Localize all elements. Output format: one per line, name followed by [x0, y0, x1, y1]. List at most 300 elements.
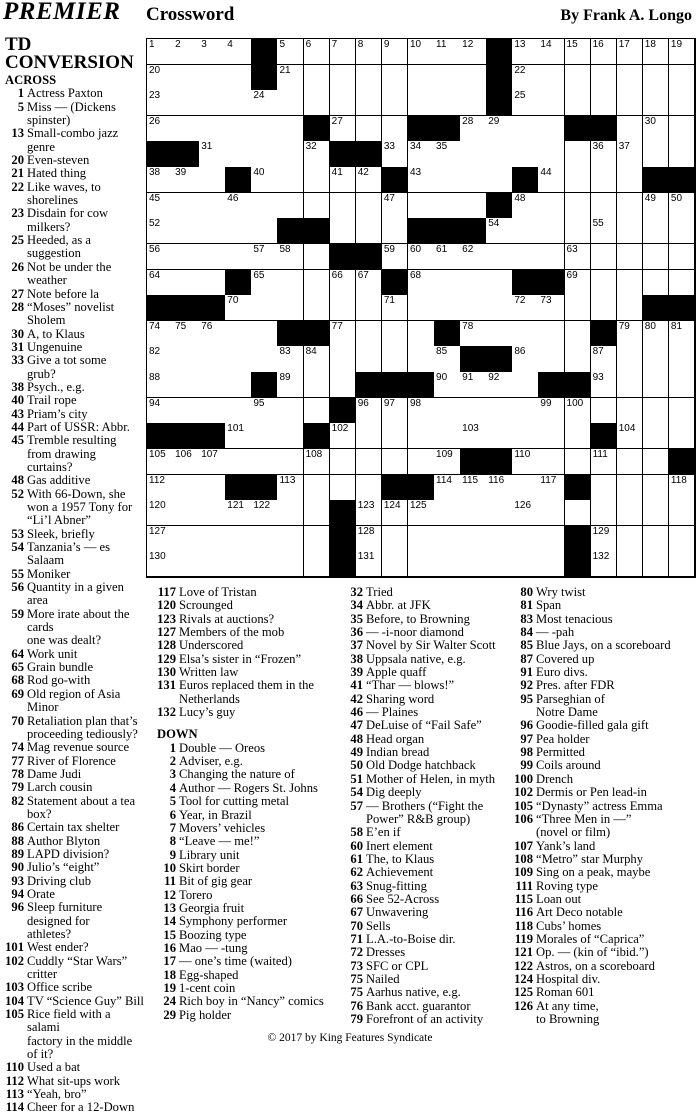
grid-cell[interactable] — [382, 500, 409, 526]
grid-cell[interactable] — [225, 218, 252, 244]
grid-cell[interactable] — [643, 551, 670, 577]
grid-cell[interactable] — [173, 218, 200, 244]
grid-cell[interactable] — [643, 270, 670, 296]
grid-cell[interactable] — [643, 141, 670, 167]
grid-cell[interactable] — [617, 423, 644, 449]
grid-cell[interactable] — [486, 475, 513, 501]
grid-cell[interactable] — [304, 526, 331, 552]
grid-cell[interactable] — [277, 475, 304, 501]
grid-cell[interactable] — [643, 65, 670, 91]
grid-cell[interactable] — [330, 346, 357, 372]
grid-cell[interactable] — [538, 423, 565, 449]
grid-cell[interactable] — [251, 423, 278, 449]
grid-cell[interactable] — [173, 167, 200, 193]
grid-cell[interactable] — [199, 193, 226, 219]
grid-cell[interactable] — [277, 295, 304, 321]
grid-cell[interactable] — [251, 295, 278, 321]
grid-cell[interactable] — [538, 39, 565, 65]
grid-cell[interactable] — [382, 244, 409, 270]
grid-cell[interactable] — [408, 500, 435, 526]
grid-cell[interactable] — [538, 295, 565, 321]
grid-cell[interactable] — [434, 193, 461, 219]
grid-cell[interactable] — [225, 116, 252, 142]
grid-cell[interactable] — [460, 423, 487, 449]
grid-cell[interactable] — [565, 65, 592, 91]
grid-cell[interactable] — [565, 90, 592, 116]
grid-cell[interactable] — [460, 244, 487, 270]
grid-cell[interactable] — [669, 372, 696, 398]
grid-cell[interactable] — [538, 475, 565, 501]
grid-cell[interactable] — [512, 39, 539, 65]
grid-cell[interactable] — [538, 90, 565, 116]
grid-cell[interactable] — [147, 551, 174, 577]
grid-cell[interactable] — [251, 244, 278, 270]
grid-cell[interactable] — [643, 90, 670, 116]
grid-cell[interactable] — [565, 423, 592, 449]
grid-cell[interactable] — [225, 90, 252, 116]
grid-cell[interactable] — [382, 449, 409, 475]
grid-cell[interactable] — [199, 141, 226, 167]
grid-cell[interactable] — [277, 346, 304, 372]
grid-cell[interactable] — [434, 141, 461, 167]
grid-cell[interactable] — [565, 398, 592, 424]
grid-cell[interactable] — [330, 475, 357, 501]
grid-cell[interactable] — [199, 270, 226, 296]
grid-cell[interactable] — [434, 500, 461, 526]
grid-cell[interactable] — [434, 526, 461, 552]
grid-cell[interactable] — [356, 90, 383, 116]
grid-cell[interactable] — [512, 551, 539, 577]
grid-cell[interactable] — [538, 500, 565, 526]
grid-cell[interactable] — [225, 423, 252, 449]
grid-cell[interactable] — [330, 372, 357, 398]
grid-cell[interactable] — [173, 526, 200, 552]
grid-cell[interactable] — [251, 167, 278, 193]
grid-cell[interactable] — [251, 141, 278, 167]
grid-cell[interactable] — [147, 449, 174, 475]
grid-cell[interactable] — [512, 372, 539, 398]
grid-cell[interactable] — [460, 270, 487, 296]
grid-cell[interactable] — [434, 39, 461, 65]
grid-cell[interactable] — [669, 193, 696, 219]
grid-cell[interactable] — [382, 218, 409, 244]
grid-cell[interactable] — [147, 39, 174, 65]
grid-cell[interactable] — [460, 475, 487, 501]
grid-cell[interactable] — [356, 526, 383, 552]
grid-cell[interactable] — [356, 167, 383, 193]
grid-cell[interactable] — [460, 372, 487, 398]
grid-cell[interactable] — [512, 346, 539, 372]
grid-cell[interactable] — [617, 346, 644, 372]
grid-cell[interactable] — [304, 372, 331, 398]
grid-cell[interactable] — [643, 218, 670, 244]
grid-cell[interactable] — [565, 500, 592, 526]
grid-cell[interactable] — [486, 244, 513, 270]
grid-cell[interactable] — [460, 295, 487, 321]
grid-cell[interactable] — [408, 39, 435, 65]
grid-cell[interactable] — [304, 193, 331, 219]
grid-cell[interactable] — [277, 244, 304, 270]
grid-cell[interactable] — [147, 500, 174, 526]
grid-cell[interactable] — [173, 244, 200, 270]
grid-cell[interactable] — [643, 449, 670, 475]
grid-cell[interactable] — [382, 346, 409, 372]
grid-cell[interactable] — [512, 500, 539, 526]
grid-cell[interactable] — [434, 65, 461, 91]
grid-cell[interactable] — [591, 167, 618, 193]
grid-cell[interactable] — [277, 39, 304, 65]
grid-cell[interactable] — [356, 500, 383, 526]
grid-cell[interactable] — [643, 500, 670, 526]
grid-cell[interactable] — [434, 90, 461, 116]
grid-cell[interactable] — [225, 193, 252, 219]
grid-cell[interactable] — [643, 475, 670, 501]
grid-cell[interactable] — [565, 141, 592, 167]
grid-cell[interactable] — [304, 270, 331, 296]
grid-cell[interactable] — [173, 372, 200, 398]
grid-cell[interactable] — [199, 551, 226, 577]
grid-cell[interactable] — [408, 398, 435, 424]
grid-cell[interactable] — [147, 218, 174, 244]
grid-cell[interactable] — [225, 372, 252, 398]
grid-cell[interactable] — [173, 65, 200, 91]
grid-cell[interactable] — [251, 116, 278, 142]
grid-cell[interactable] — [434, 244, 461, 270]
grid-cell[interactable] — [251, 90, 278, 116]
grid-cell[interactable] — [356, 475, 383, 501]
grid-cell[interactable] — [408, 346, 435, 372]
grid-cell[interactable] — [304, 244, 331, 270]
grid-cell[interactable] — [330, 39, 357, 65]
grid-cell[interactable] — [669, 475, 696, 501]
grid-cell[interactable] — [330, 295, 357, 321]
grid-cell[interactable] — [591, 551, 618, 577]
grid-cell[interactable] — [617, 244, 644, 270]
grid-cell[interactable] — [199, 398, 226, 424]
grid-cell[interactable] — [460, 65, 487, 91]
grid-cell[interactable] — [277, 141, 304, 167]
grid-cell[interactable] — [173, 39, 200, 65]
grid-cell[interactable] — [617, 526, 644, 552]
grid-cell[interactable] — [565, 39, 592, 65]
grid-cell[interactable] — [199, 90, 226, 116]
grid-cell[interactable] — [460, 551, 487, 577]
grid-cell[interactable] — [356, 321, 383, 347]
grid-cell[interactable] — [356, 449, 383, 475]
grid-cell[interactable] — [330, 218, 357, 244]
grid-cell[interactable] — [538, 398, 565, 424]
grid-cell[interactable] — [199, 218, 226, 244]
grid-cell[interactable] — [460, 90, 487, 116]
grid-cell[interactable] — [591, 372, 618, 398]
grid-cell[interactable] — [460, 167, 487, 193]
grid-cell[interactable] — [330, 449, 357, 475]
grid-cell[interactable] — [251, 449, 278, 475]
grid-cell[interactable] — [434, 449, 461, 475]
grid-cell[interactable] — [173, 116, 200, 142]
grid-cell[interactable] — [460, 398, 487, 424]
grid-cell[interactable] — [617, 270, 644, 296]
grid-cell[interactable] — [591, 346, 618, 372]
grid-cell[interactable] — [486, 551, 513, 577]
grid-cell[interactable] — [330, 193, 357, 219]
grid-cell[interactable] — [277, 372, 304, 398]
grid-cell[interactable] — [486, 321, 513, 347]
grid-cell[interactable] — [408, 423, 435, 449]
grid-cell[interactable] — [486, 398, 513, 424]
grid-cell[interactable] — [251, 321, 278, 347]
grid-cell[interactable] — [643, 526, 670, 552]
grid-cell[interactable] — [277, 65, 304, 91]
grid-cell[interactable] — [382, 65, 409, 91]
grid-cell[interactable] — [538, 449, 565, 475]
grid-cell[interactable] — [330, 321, 357, 347]
grid-cell[interactable] — [147, 270, 174, 296]
grid-cell[interactable] — [617, 193, 644, 219]
grid-cell[interactable] — [173, 321, 200, 347]
grid-cell[interactable] — [617, 90, 644, 116]
grid-cell[interactable] — [251, 270, 278, 296]
grid-cell[interactable] — [225, 449, 252, 475]
grid-cell[interactable] — [512, 141, 539, 167]
grid-cell[interactable] — [408, 244, 435, 270]
grid-cell[interactable] — [147, 116, 174, 142]
grid-cell[interactable] — [251, 500, 278, 526]
grid-cell[interactable] — [460, 193, 487, 219]
grid-cell[interactable] — [669, 65, 696, 91]
grid-cell[interactable] — [538, 193, 565, 219]
grid-cell[interactable] — [356, 551, 383, 577]
grid-cell[interactable] — [225, 141, 252, 167]
grid-cell[interactable] — [617, 167, 644, 193]
grid-cell[interactable] — [669, 526, 696, 552]
grid-cell[interactable] — [382, 116, 409, 142]
grid-cell[interactable] — [199, 167, 226, 193]
grid-cell[interactable] — [225, 500, 252, 526]
grid-cell[interactable] — [617, 372, 644, 398]
grid-cell[interactable] — [304, 398, 331, 424]
grid-cell[interactable] — [304, 167, 331, 193]
grid-cell[interactable] — [199, 244, 226, 270]
grid-cell[interactable] — [225, 526, 252, 552]
grid-cell[interactable] — [408, 526, 435, 552]
grid-cell[interactable] — [251, 346, 278, 372]
grid-cell[interactable] — [330, 116, 357, 142]
grid-cell[interactable] — [669, 551, 696, 577]
grid-cell[interactable] — [225, 39, 252, 65]
grid-cell[interactable] — [147, 372, 174, 398]
grid-cell[interactable] — [304, 295, 331, 321]
grid-cell[interactable] — [617, 295, 644, 321]
grid-cell[interactable] — [304, 39, 331, 65]
grid-cell[interactable] — [617, 39, 644, 65]
grid-cell[interactable] — [591, 244, 618, 270]
grid-cell[interactable] — [434, 295, 461, 321]
grid-cell[interactable] — [147, 526, 174, 552]
grid-cell[interactable] — [330, 167, 357, 193]
grid-cell[interactable] — [565, 218, 592, 244]
grid-cell[interactable] — [591, 270, 618, 296]
grid-cell[interactable] — [277, 90, 304, 116]
grid-cell[interactable] — [643, 321, 670, 347]
grid-cell[interactable] — [304, 449, 331, 475]
grid-cell[interactable] — [356, 398, 383, 424]
grid-cell[interactable] — [382, 295, 409, 321]
grid-cell[interactable] — [147, 193, 174, 219]
grid-cell[interactable] — [277, 500, 304, 526]
grid-cell[interactable] — [277, 193, 304, 219]
grid-cell[interactable] — [304, 500, 331, 526]
grid-cell[interactable] — [617, 116, 644, 142]
grid-cell[interactable] — [591, 193, 618, 219]
grid-cell[interactable] — [591, 90, 618, 116]
grid-cell[interactable] — [512, 244, 539, 270]
grid-cell[interactable] — [512, 449, 539, 475]
grid-cell[interactable] — [304, 346, 331, 372]
grid-cell[interactable] — [617, 449, 644, 475]
grid-cell[interactable] — [460, 141, 487, 167]
grid-cell[interactable] — [277, 551, 304, 577]
grid-cell[interactable] — [382, 321, 409, 347]
grid-cell[interactable] — [434, 398, 461, 424]
grid-cell[interactable] — [382, 398, 409, 424]
grid-cell[interactable] — [643, 398, 670, 424]
grid-cell[interactable] — [591, 398, 618, 424]
grid-cell[interactable] — [538, 526, 565, 552]
grid-cell[interactable] — [669, 116, 696, 142]
grid-cell[interactable] — [669, 423, 696, 449]
grid-cell[interactable] — [356, 193, 383, 219]
grid-cell[interactable] — [408, 321, 435, 347]
grid-cell[interactable] — [460, 321, 487, 347]
grid-cell[interactable] — [225, 551, 252, 577]
grid-cell[interactable] — [669, 321, 696, 347]
grid-cell[interactable] — [408, 270, 435, 296]
grid-cell[interactable] — [486, 295, 513, 321]
grid-cell[interactable] — [251, 551, 278, 577]
grid-cell[interactable] — [486, 141, 513, 167]
grid-cell[interactable] — [486, 116, 513, 142]
grid-cell[interactable] — [512, 526, 539, 552]
grid-cell[interactable] — [591, 39, 618, 65]
grid-cell[interactable] — [225, 244, 252, 270]
grid-cell[interactable] — [512, 475, 539, 501]
grid-cell[interactable] — [173, 475, 200, 501]
grid-cell[interactable] — [225, 398, 252, 424]
grid-cell[interactable] — [382, 193, 409, 219]
grid-cell[interactable] — [617, 475, 644, 501]
grid-cell[interactable] — [277, 167, 304, 193]
grid-cell[interactable] — [460, 500, 487, 526]
grid-cell[interactable] — [277, 270, 304, 296]
grid-cell[interactable] — [382, 526, 409, 552]
grid-cell[interactable] — [277, 449, 304, 475]
grid-cell[interactable] — [408, 90, 435, 116]
grid-cell[interactable] — [277, 116, 304, 142]
grid-cell[interactable] — [408, 141, 435, 167]
grid-cell[interactable] — [643, 372, 670, 398]
grid-cell[interactable] — [512, 193, 539, 219]
grid-cell[interactable] — [277, 398, 304, 424]
grid-cell[interactable] — [591, 526, 618, 552]
grid-cell[interactable] — [512, 90, 539, 116]
grid-cell[interactable] — [617, 321, 644, 347]
grid-cell[interactable] — [486, 167, 513, 193]
grid-cell[interactable] — [356, 295, 383, 321]
grid-cell[interactable] — [512, 295, 539, 321]
grid-cell[interactable] — [356, 39, 383, 65]
grid-cell[interactable] — [173, 90, 200, 116]
grid-cell[interactable] — [512, 65, 539, 91]
grid-cell[interactable] — [512, 423, 539, 449]
grid-cell[interactable] — [617, 398, 644, 424]
grid-cell[interactable] — [617, 500, 644, 526]
grid-cell[interactable] — [434, 346, 461, 372]
grid-cell[interactable] — [147, 475, 174, 501]
grid-cell[interactable] — [356, 270, 383, 296]
grid-cell[interactable] — [565, 321, 592, 347]
grid-cell[interactable] — [408, 65, 435, 91]
grid-cell[interactable] — [512, 398, 539, 424]
grid-cell[interactable] — [565, 270, 592, 296]
grid-cell[interactable] — [330, 65, 357, 91]
grid-cell[interactable] — [304, 141, 331, 167]
grid-cell[interactable] — [591, 141, 618, 167]
grid-cell[interactable] — [434, 270, 461, 296]
grid-cell[interactable] — [643, 423, 670, 449]
grid-cell[interactable] — [538, 218, 565, 244]
grid-cell[interactable] — [199, 372, 226, 398]
grid-cell[interactable] — [643, 39, 670, 65]
grid-cell[interactable] — [304, 90, 331, 116]
grid-cell[interactable] — [173, 449, 200, 475]
grid-cell[interactable] — [565, 295, 592, 321]
grid-cell[interactable] — [330, 423, 357, 449]
grid-cell[interactable] — [356, 116, 383, 142]
grid-cell[interactable] — [199, 39, 226, 65]
grid-cell[interactable] — [591, 218, 618, 244]
grid-cell[interactable] — [251, 398, 278, 424]
grid-cell[interactable] — [565, 449, 592, 475]
grid-cell[interactable] — [408, 295, 435, 321]
grid-cell[interactable] — [147, 65, 174, 91]
grid-cell[interactable] — [173, 193, 200, 219]
grid-cell[interactable] — [304, 65, 331, 91]
grid-cell[interactable] — [538, 116, 565, 142]
grid-cell[interactable] — [356, 218, 383, 244]
grid-cell[interactable] — [486, 270, 513, 296]
grid-cell[interactable] — [643, 346, 670, 372]
grid-cell[interactable] — [277, 526, 304, 552]
grid-cell[interactable] — [147, 346, 174, 372]
grid-cell[interactable] — [591, 295, 618, 321]
grid-cell[interactable] — [356, 423, 383, 449]
grid-cell[interactable] — [643, 116, 670, 142]
grid-cell[interactable] — [669, 90, 696, 116]
grid-cell[interactable] — [277, 423, 304, 449]
grid-cell[interactable] — [408, 551, 435, 577]
grid-cell[interactable] — [199, 500, 226, 526]
grid-cell[interactable] — [147, 167, 174, 193]
grid-cell[interactable] — [486, 372, 513, 398]
grid-cell[interactable] — [669, 270, 696, 296]
grid-cell[interactable] — [486, 526, 513, 552]
grid-cell[interactable] — [304, 551, 331, 577]
grid-cell[interactable] — [199, 475, 226, 501]
grid-cell[interactable] — [173, 346, 200, 372]
grid-cell[interactable] — [408, 193, 435, 219]
grid-cell[interactable] — [538, 167, 565, 193]
